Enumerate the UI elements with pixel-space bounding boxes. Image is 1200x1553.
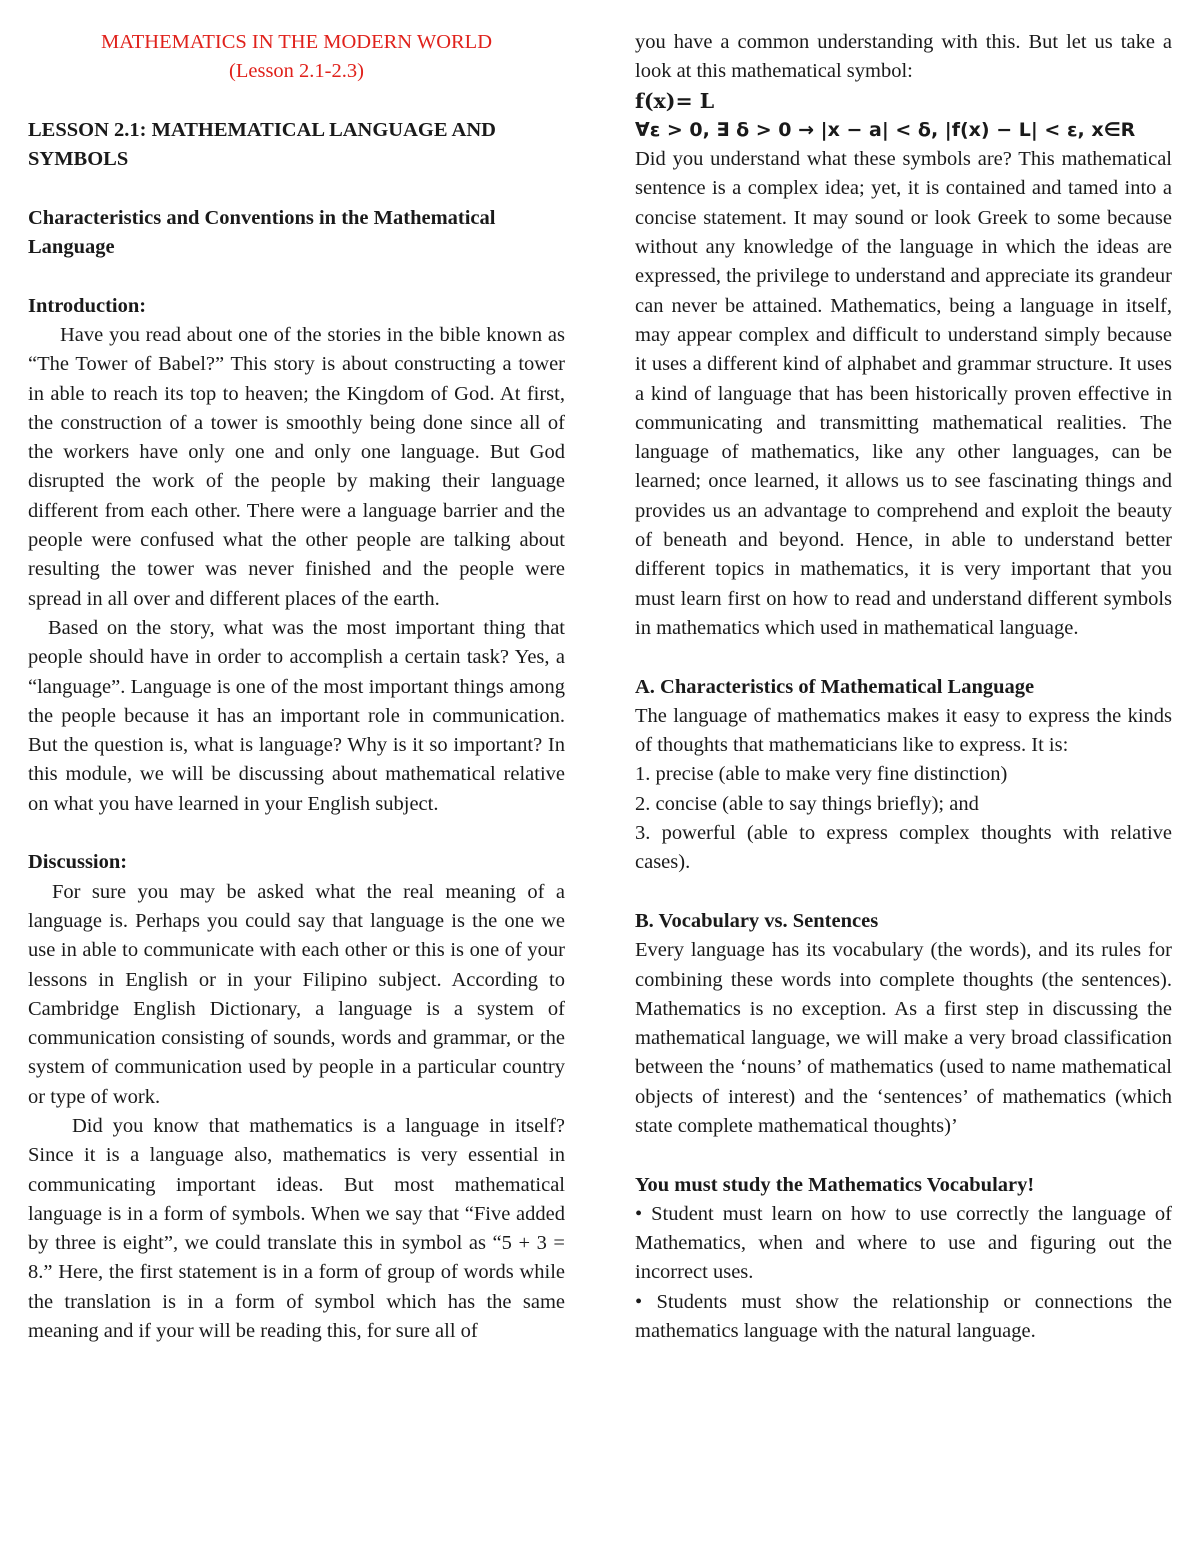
section-a-item-2: 2. concise (able to say things briefly); and <box>635 792 979 815</box>
introduction-paragraph-1: Have you read about one of the stories in the bible known as “The Tower of Babel?” This story is about constructing a tower in able to reach its top to heaven; the Kingdom of God. At first, the construction of a tower is smoothly being done since all of the workers have only one and only one language. But God disrupted the work of the people by making their language different from each other. There were a language barrier and the people were confused what the other people are talking about resulting the tower was never finished and the people were spread in all over and different places of the earth. <box>28 323 565 610</box>
discussion-paragraph-3: Did you understand what these symbols are? This mathematical sentence is a complex idea; yet, it is contained and tamed into a concise statement. It may sound or look Greek to some because without any knowledge of the language in which the ideas are expressed, the privilege to understand and appreciate its grandeur can never be attained. Mathematics, being a language in itself, may appear complex and difficult to understand simply because it uses a different kind of alphabet and grammar structure. It uses a kind of language that has been historically proven effective in communicating and transmitting mathematical realities. The language of mathematics, like any other languages, can be learned; once learned, it allows us to see fascinating things and provides us an advantage to comprehend and exploit the beauty of beneath and beyond. Hence, in able to understand better different topics in mathematics, it is very important that you must learn first on how to read and understand different symbols in mathematics which used in mathematical language. <box>635 148 1172 639</box>
vocabulary-bullet-2: • Students must show the relationship or connections the mathematics language with the natural language. <box>635 1290 1172 1343</box>
lesson-range: (Lesson 2.1-2.3) <box>229 60 364 83</box>
right-column <box>635 28 1172 1346</box>
section-a-intro: The language of mathematics makes it easy to express the kinds of thoughts that mathematicians like to express. It is: <box>635 704 1172 757</box>
vocabulary-heading: You must study the Mathematics Vocabulary! <box>635 1173 1035 1196</box>
section-b-body: Every language has its vocabulary (the words), and its rules for combining these words into complete thoughts (the sentences). Mathematics is no exception. As a first step in discussing the mathematical language, we will make a very broad classification between the ‘nouns’ of mathematics (used to name mathematical objects of interest) and the ‘sentences’ of mathematics (which state complete mathematical thoughts)’ <box>635 939 1172 1137</box>
section-heading: Characteristics and Conventions in the Mathematical Language <box>28 206 496 259</box>
section-a-item-1: 1. precise (able to make very fine distinction) <box>635 763 1008 786</box>
section-b-heading: B. Vocabulary vs. Sentences <box>635 909 879 932</box>
discussion-heading: Discussion: <box>28 851 128 874</box>
discussion-paragraph-2-continued: you have a common understanding with this. But let us take a look at this mathematical symbol: <box>635 31 1172 83</box>
section-a-item-3: 3. powerful (able to express complex thoughts with relative cases). <box>635 822 1172 874</box>
introduction-paragraph-2: Based on the story, what was the most important thing that people should have in order to accomplish a certain task? Yes, a “language”. Language is one of the most important things among the people because it has an important role in communication. But the question is, what is language? Why is it so important? In this module, we will be discussing about mathematical relative on what you have learned in your English subject. <box>28 616 565 815</box>
lesson-heading: LESSON 2.1: MATHEMATICAL LANGUAGE AND SYMBOLS <box>28 118 496 171</box>
section-a-heading: A. Characteristics of Mathematical Language <box>635 675 1035 698</box>
epsilon-delta-formula: ∀ε > 0, ∃ δ > 0 → |x − a| < δ, |f(x) − L| < ε, x∈R <box>635 118 1136 141</box>
discussion-paragraph-2: Did you know that mathematics is a language in itself? Since it is a language also, mathematics is very essential in communicating important ideas. But most mathematical language is in a form of symbols. When we say that “Five added by three is eight”, we could translate this in symbol as “5 + 3 = 8.” Here, the first statement is in a form of group of words while the translation is in a form of symbol which has the same meaning and if your will be reading this, for sure all of <box>28 1114 565 1343</box>
introduction-heading: Introduction: <box>28 294 147 317</box>
discussion-paragraph-1: For sure you may be asked what the real meaning of a language is. Perhaps you could say that language is the one we use in able to communicate with each other or this is one of your lessons in English or in your Filipino subject. According to Cambridge English Dictionary, a language is a system of communication consisting of sounds, words and grammar, or the system of communication used by people in a particular country or type of work. <box>28 880 565 1108</box>
vocabulary-bullet-1: • Student must learn on how to use correctly the language of Mathematics, when and where to use and figuring out the incorrect uses. <box>635 1202 1172 1284</box>
left-column <box>28 28 565 1346</box>
document-title: MATHEMATICS IN THE MODERN WORLD <box>100 31 493 53</box>
limit-symbol: f(x)= L <box>635 88 715 113</box>
